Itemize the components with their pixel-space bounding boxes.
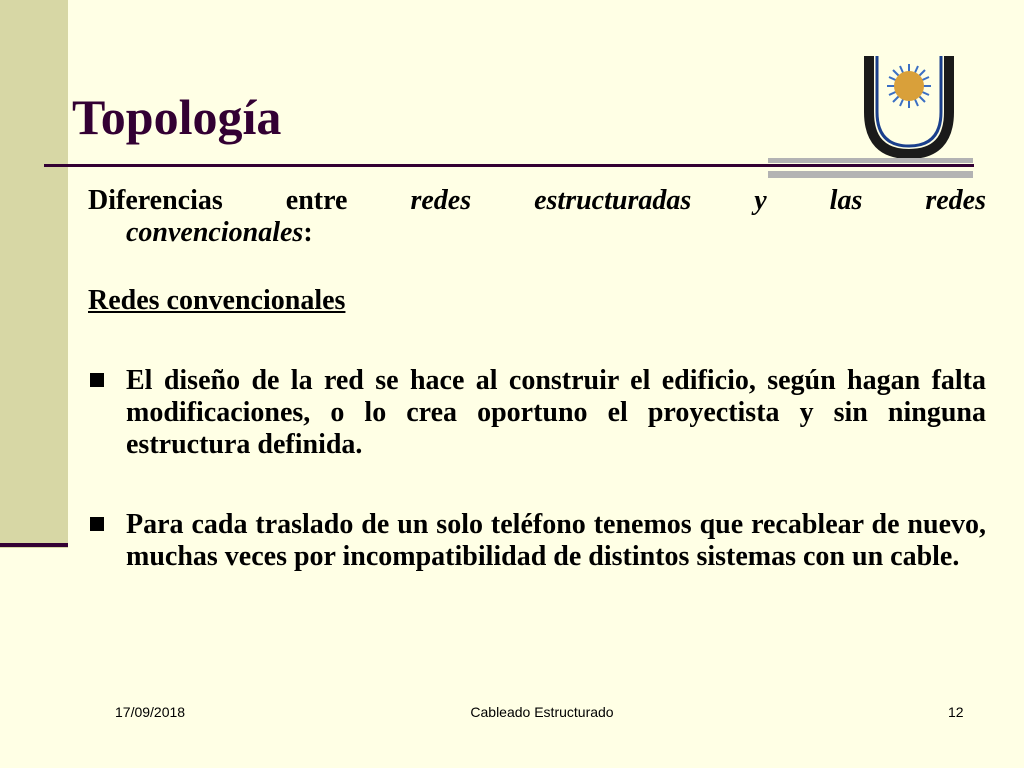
title-rule <box>44 164 974 167</box>
slide-body <box>88 185 986 573</box>
intro-text: : <box>303 217 313 248</box>
bullet-item <box>88 509 986 573</box>
sidebar-rule <box>0 543 68 547</box>
intro-italic: redes estructuradas <box>410 185 692 216</box>
intro-italic: y las <box>691 185 926 216</box>
sidebar-panel <box>0 0 68 548</box>
intro-italic: redes <box>925 185 987 216</box>
square-bullet-icon <box>90 517 104 531</box>
footer-date: 17/09/2018 <box>115 704 186 720</box>
bullet-item <box>88 365 986 461</box>
accent-bar-top <box>768 158 973 163</box>
intro-italic: convencionales <box>126 217 304 248</box>
intro-line-1 <box>88 185 986 217</box>
bullet-text: Para cada traslado de un solo teléfono tenemos que recablear de nuevo, muchas veces por incompatibilidad de distintos sistemas con un cable. <box>126 509 986 572</box>
footer-page-number: 12 <box>948 704 964 720</box>
slide-title: Topología <box>72 89 282 145</box>
university-logo <box>863 52 955 158</box>
accent-bar-bottom <box>768 171 973 178</box>
section-heading: Redes convencionales <box>88 285 346 316</box>
footer-title: Cableado Estructurado <box>470 704 614 720</box>
square-bullet-icon <box>90 373 104 387</box>
intro-text: Diferencias entre <box>88 185 411 216</box>
intro-line-2 <box>126 217 986 249</box>
bullet-text: El diseño de la red se hace al construir el edificio, según hagan falta modificaciones, o lo crea oportuno el proyectista y sin ninguna estructura definida. <box>126 365 986 460</box>
